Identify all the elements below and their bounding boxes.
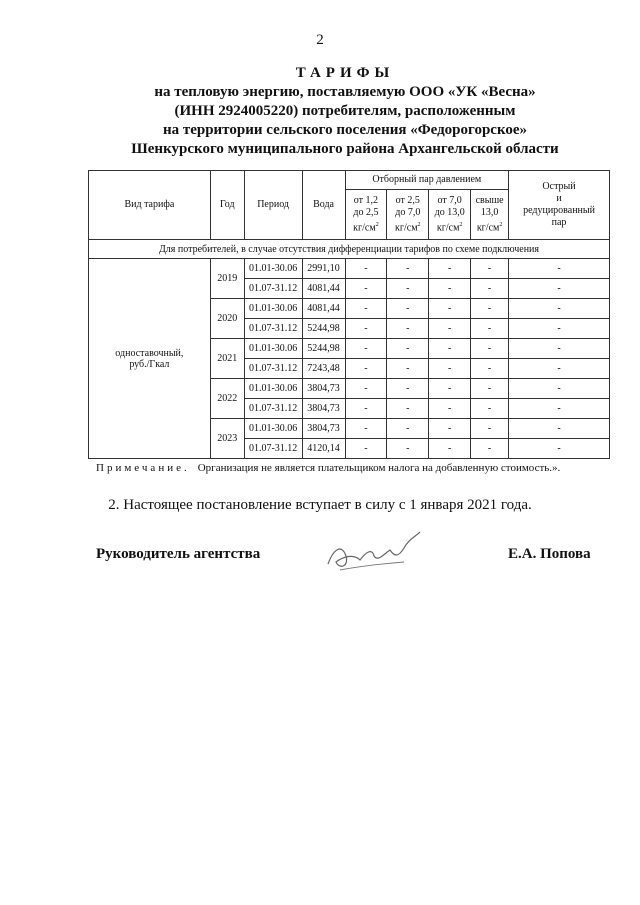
- period-cell: 01.01-30.06: [244, 299, 302, 319]
- dash-cell: -: [345, 259, 387, 279]
- tariffs-table: [88, 170, 610, 459]
- steam-col-line: от 1,2: [353, 194, 379, 206]
- water-value-cell: 3804,73: [302, 419, 345, 439]
- header-water: Вода: [302, 171, 345, 240]
- dash-cell: -: [429, 399, 471, 419]
- note: [96, 462, 560, 474]
- title-line-5: Шенкурского муниципального района Архангельской области: [131, 141, 559, 157]
- water-value-cell: 4081,44: [302, 279, 345, 299]
- tariff-name-l2: руб./Гкал: [129, 358, 170, 370]
- subheader-row: [89, 240, 610, 259]
- dash-cell: -: [509, 359, 610, 379]
- dash-cell: -: [345, 299, 387, 319]
- steam-col-unit: [430, 219, 469, 234]
- period-cell: 01.07-31.12: [244, 439, 302, 459]
- water-value-cell: 7243,48: [302, 359, 345, 379]
- dash-cell: -: [429, 439, 471, 459]
- period-cell: 01.01-30.06: [244, 259, 302, 279]
- dash-cell: -: [471, 279, 509, 299]
- water-value-cell: 4081,44: [302, 299, 345, 319]
- dash-cell: -: [345, 419, 387, 439]
- note-label: Примечание.: [96, 462, 190, 474]
- period-cell: 01.07-31.12: [244, 359, 302, 379]
- subheader-text: Для потребителей, в случае отсутствия дифференциации тарифов по схеме подключения: [89, 240, 610, 259]
- dash-cell: -: [345, 379, 387, 399]
- title-line-3: (ИНН 2924005220) потребителям, расположенным: [174, 103, 516, 119]
- water-value-cell: 3804,73: [302, 379, 345, 399]
- header-tariff-type: Вид тарифа: [89, 171, 211, 240]
- year-cell: 2023: [210, 419, 244, 459]
- dash-cell: -: [471, 419, 509, 439]
- dash-cell: -: [471, 319, 509, 339]
- header-steam-col: [429, 190, 471, 240]
- steam-col-line: до 7,0: [395, 206, 421, 218]
- dash-cell: -: [509, 279, 610, 299]
- document-title: [80, 64, 610, 159]
- title-line-4: на территории сельского поселения «Федорогорское»: [162, 122, 528, 138]
- unit-text: кг/см: [436, 222, 460, 234]
- water-value-cell: 5244,98: [302, 319, 345, 339]
- dash-cell: -: [387, 419, 429, 439]
- dash-cell: -: [345, 439, 387, 459]
- water-value-cell: 4120,14: [302, 439, 345, 459]
- dash-cell: -: [429, 419, 471, 439]
- dash-cell: -: [387, 399, 429, 419]
- unit-sup: 2: [375, 221, 379, 228]
- dash-cell: -: [429, 339, 471, 359]
- header-sharp-l3: редуцированный: [523, 205, 595, 216]
- steam-col-unit: [388, 219, 427, 234]
- title-line-1: ТАРИФЫ: [295, 65, 395, 81]
- dash-cell: -: [471, 379, 509, 399]
- year-cell: 2020: [210, 299, 244, 339]
- dash-cell: -: [345, 319, 387, 339]
- period-cell: 01.01-30.06: [244, 339, 302, 359]
- header-sharp-l4: пар: [551, 217, 567, 228]
- title-line-2: на тепловую энергию, поставляемую ООО «УК «Весна»: [154, 84, 536, 100]
- steam-col-line: свыше: [475, 194, 504, 206]
- dash-cell: -: [471, 259, 509, 279]
- year-cell: 2019: [210, 259, 244, 299]
- dash-cell: -: [471, 299, 509, 319]
- dash-cell: -: [429, 379, 471, 399]
- steam-col-line: от 2,5: [395, 194, 420, 206]
- header-row-1: [89, 171, 610, 190]
- tariff-type-cell: [89, 259, 211, 459]
- dash-cell: -: [509, 419, 610, 439]
- dash-cell: -: [509, 319, 610, 339]
- dash-cell: -: [387, 319, 429, 339]
- note-text: Организация не является плательщиком налога на добавленную стоимость.».: [197, 462, 561, 474]
- header-year: Год: [210, 171, 244, 240]
- dash-cell: -: [509, 399, 610, 419]
- dash-cell: -: [387, 299, 429, 319]
- dash-cell: -: [429, 359, 471, 379]
- year-cell: 2022: [210, 379, 244, 419]
- period-cell: 01.01-30.06: [244, 419, 302, 439]
- period-cell: 01.01-30.06: [244, 379, 302, 399]
- period-cell: 01.07-31.12: [244, 319, 302, 339]
- header-steam-col: [471, 190, 509, 240]
- dash-cell: -: [509, 439, 610, 459]
- dash-cell: -: [345, 399, 387, 419]
- dash-cell: -: [429, 259, 471, 279]
- dash-cell: -: [471, 439, 509, 459]
- dash-cell: -: [387, 259, 429, 279]
- steam-col-line: от 7,0: [437, 194, 462, 206]
- year-cell: 2021: [210, 339, 244, 379]
- dash-cell: -: [387, 279, 429, 299]
- header-sharp-l2: и: [556, 193, 562, 204]
- dash-cell: -: [471, 339, 509, 359]
- unit-text: кг/см: [476, 222, 500, 234]
- page-number: 2: [316, 32, 324, 48]
- handwritten-signature: [320, 526, 430, 576]
- water-value-cell: 2991,10: [302, 259, 345, 279]
- steam-col-line: до 2,5: [353, 206, 379, 218]
- dash-cell: -: [345, 279, 387, 299]
- dash-cell: -: [509, 299, 610, 319]
- dash-cell: -: [345, 339, 387, 359]
- dash-cell: -: [387, 379, 429, 399]
- dash-cell: -: [509, 259, 610, 279]
- steam-col-line: до 13,0: [434, 206, 465, 218]
- water-value-cell: 5244,98: [302, 339, 345, 359]
- header-steam-col: [345, 190, 387, 240]
- header-sharp-l1: Острый: [542, 181, 576, 192]
- dash-cell: -: [429, 319, 471, 339]
- dash-cell: -: [429, 299, 471, 319]
- dash-cell: -: [429, 279, 471, 299]
- header-steam-col: [387, 190, 429, 240]
- tariff-name-l1: одноставочный,: [115, 347, 184, 359]
- dash-cell: -: [387, 339, 429, 359]
- dash-cell: -: [471, 399, 509, 419]
- header-period: Период: [244, 171, 302, 240]
- water-value-cell: 3804,73: [302, 399, 345, 419]
- decree-text: 2. Настоящее постановление вступает в силу с 1 января 2021 года.: [108, 497, 532, 513]
- steam-col-unit: [472, 219, 507, 234]
- steam-col-line: 13,0: [480, 206, 499, 218]
- header-sharp-steam: [509, 171, 610, 240]
- dash-cell: -: [387, 439, 429, 459]
- unit-text: кг/см: [395, 222, 418, 234]
- unit-text: кг/см: [353, 222, 376, 234]
- signatory-name: Е.А. Попова: [508, 546, 591, 562]
- steam-col-unit: [347, 219, 386, 234]
- dash-cell: -: [509, 379, 610, 399]
- period-cell: 01.07-31.12: [244, 399, 302, 419]
- dash-cell: -: [387, 359, 429, 379]
- dash-cell: -: [471, 359, 509, 379]
- dash-cell: -: [345, 359, 387, 379]
- unit-sup: 2: [417, 221, 421, 228]
- period-cell: 01.07-31.12: [244, 279, 302, 299]
- table-body: [89, 259, 610, 459]
- table-row: [89, 259, 610, 279]
- unit-sup: 2: [459, 221, 463, 228]
- dash-cell: -: [509, 339, 610, 359]
- unit-sup: 2: [499, 221, 503, 228]
- signatory-role: Руководитель агентства: [96, 546, 261, 562]
- header-steam-group: Отборный пар давлением: [345, 171, 509, 190]
